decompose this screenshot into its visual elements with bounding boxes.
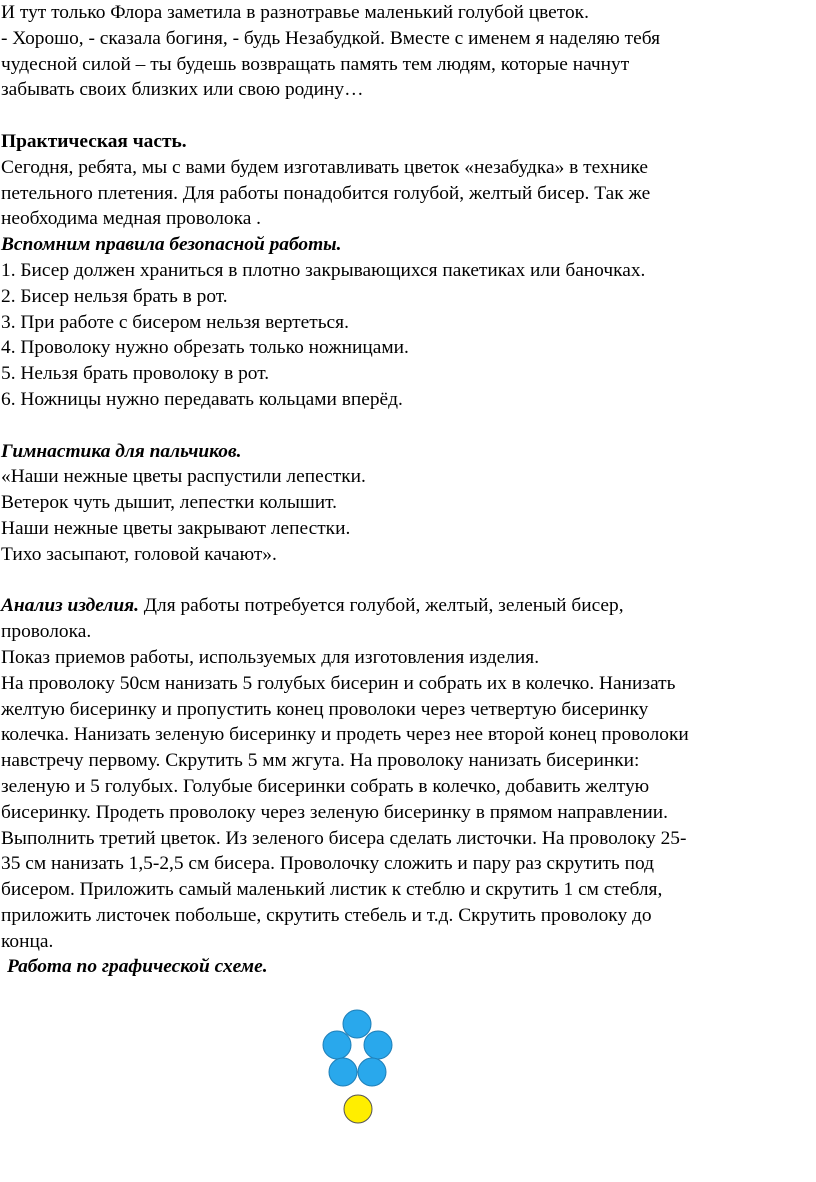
analysis-line: конца. (1, 930, 54, 952)
story-line: - Хорошо, - сказала богиня, - будь Незабудкой. Вместе с именем я наделяю тебя (1, 27, 661, 49)
scheme-heading: Работа по графической схеме. (7, 956, 268, 978)
blank-line (1, 568, 813, 594)
bead-flower-diagram (300, 1000, 420, 1130)
analysis-line: На проволоку 50см нанизать 5 голубых бисерин и собрать их в колечко. Нанизать (1, 672, 676, 694)
analysis-line: желтую бисеринку и пропустить конец проволоки через четвертую бисеринку (1, 698, 649, 720)
analysis-line: навстречу первому. Скрутить 5 мм жгута. На проволоку нанизать бисеринки: (1, 750, 640, 772)
safety-rule: 3. При работе с бисером нельзя вертеться. (1, 311, 349, 333)
blue-bead (343, 1010, 371, 1038)
gymnastics-line: «Наши нежные цветы распустили лепестки. (1, 466, 366, 488)
story-line: чудесной силой – ты будешь возвращать память тем людям, которые начнут (1, 53, 630, 75)
analysis-line: Показ приемов работы, используемых для изготовления изделия. (1, 646, 540, 668)
story-paragraph (1, 0, 813, 103)
blue-bead (358, 1058, 386, 1086)
practical-line: петельного плетения. Для работы понадобится голубой, желтый бисер. Так же (1, 182, 651, 204)
analysis-line: Выполнить третий цветок. Из зеленого бисера сделать листочки. На проволоку 25- (1, 827, 687, 849)
gymnastics-line: Ветерок чуть дышит, лепестки колышит. (1, 492, 338, 514)
safety-heading: Вспомним правила безопасной работы. (1, 234, 342, 256)
analysis-line: бисеринку. Продеть проволоку через зеленую бисеринку в прямом направлении. (1, 801, 668, 823)
analysis-line: приложить листочек побольше, скрутить стебель и т.д. Скрутить проволоку до (1, 904, 652, 926)
analysis-first-line-text: Для работы потребуется голубой, желтый, зеленый бисер, (138, 595, 624, 617)
safety-rule: 4. Проволоку нужно обрезать только ножницами. (1, 337, 409, 359)
practical-line: Сегодня, ребята, мы с вами будем изготавливать цветок «незабудка» в технике (1, 156, 648, 178)
document-page (1, 0, 813, 980)
blank-line (1, 413, 813, 439)
safety-rule: 2. Бисер нельзя брать в рот. (1, 285, 228, 307)
gymnastics-section (1, 439, 813, 568)
safety-rule: 1. Бисер должен храниться в плотно закрывающихся пакетиках или баночках. (1, 259, 646, 281)
analysis-heading: Анализ изделия. (1, 595, 139, 617)
blue-bead (323, 1031, 351, 1059)
analysis-line: 35 см нанизать 1,5-2,5 см бисера. Проволочку сложить и пару раз скрутить под (1, 853, 654, 875)
blue-bead (329, 1058, 357, 1086)
practical-section (1, 129, 813, 232)
gymnastics-heading: Гимнастика для пальчиков. (1, 440, 242, 462)
gymnastics-line: Наши нежные цветы закрывают лепестки. (1, 517, 351, 539)
analysis-line: колечка. Нанизать зеленую бисеринку и продеть через нее второй конец проволоки (1, 724, 689, 746)
story-line: забывать своих близких или свою родину… (1, 79, 364, 101)
gymnastics-line: Тихо засыпают, головой качают». (1, 543, 277, 565)
story-line: И тут только Флора заметила в разнотравье маленький голубой цветок. (1, 2, 589, 23)
blank-line (1, 103, 813, 129)
safety-section (1, 232, 813, 413)
practical-heading: Практическая часть. (1, 130, 187, 152)
yellow-bead (344, 1095, 372, 1123)
blue-bead (364, 1031, 392, 1059)
analysis-line: зеленую и 5 голубых. Голубые бисеринки собрать в колечко, добавить желтую (1, 775, 650, 797)
analysis-line: бисером. Приложить самый маленький листик к стеблю и скрутить 1 см стебля, (1, 879, 663, 901)
analysis-line: проволока. (1, 621, 92, 643)
safety-rule: 5. Нельзя брать проволоку в рот. (1, 363, 270, 385)
analysis-first-line (1, 593, 813, 619)
analysis-section (1, 593, 813, 954)
practical-line: необходима медная проволока . (1, 208, 262, 230)
safety-rule: 6. Ножницы нужно передавать кольцами вперёд. (1, 388, 403, 410)
